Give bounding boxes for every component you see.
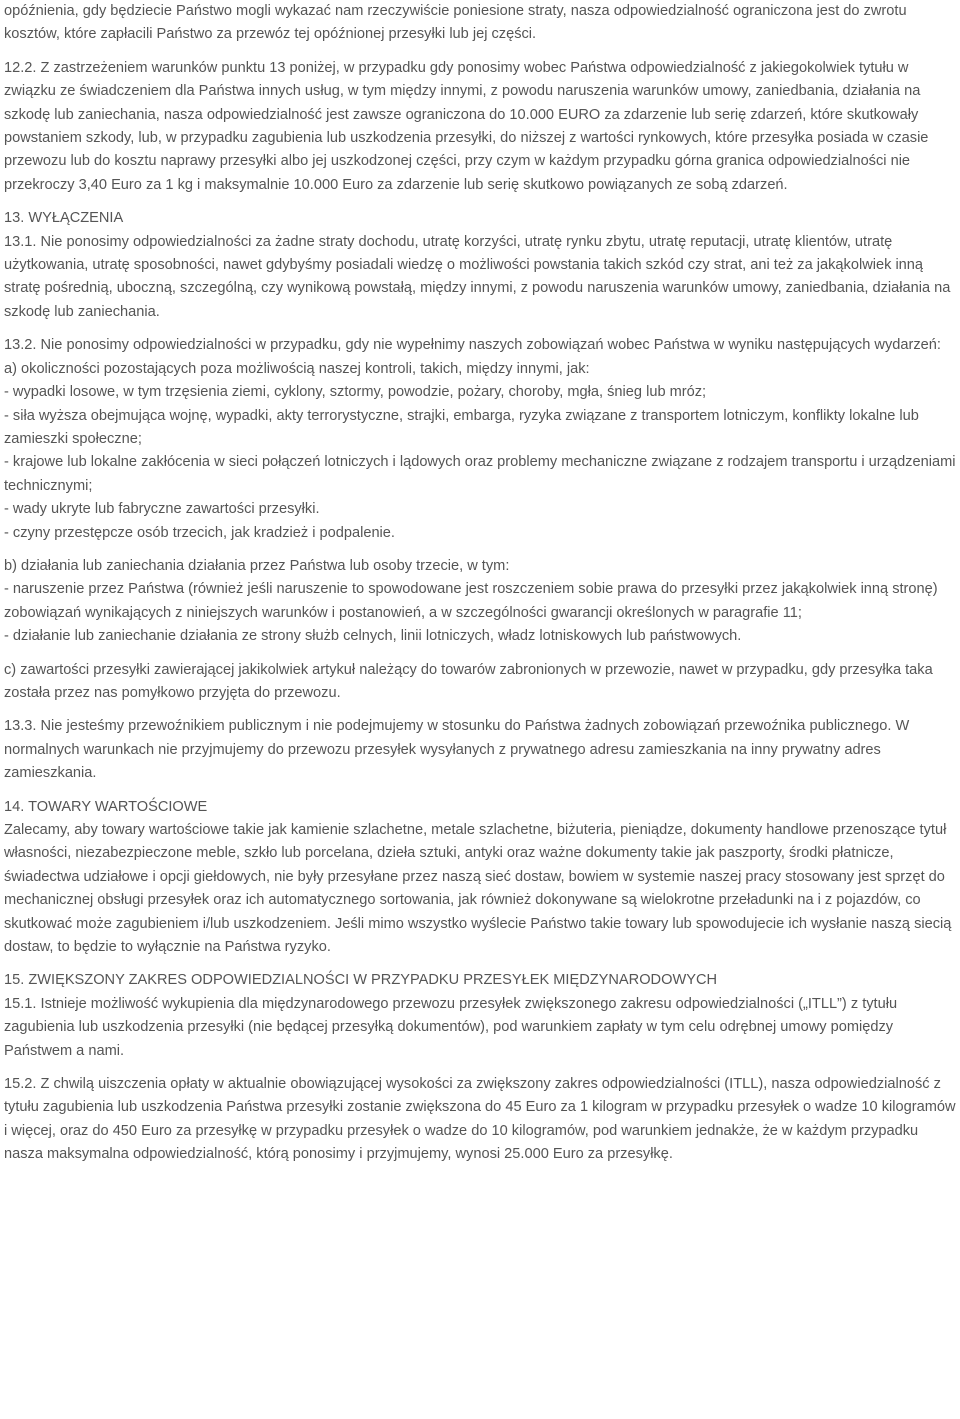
paragraph-13-1: 13.1. Nie ponosimy odpowiedzialności za żadne straty dochodu, utratę korzyści, utratę rynku zbytu, utratę reputacji, utratę klientów, utratę użytkowania, utratę sposobności, nawet gdybyśmy posiadali wiedzę o możliwości powstania takich szkód czy strat, ani też za jakąkolwiek inną stratę pośrednią, uboczną, szczególną, czy wynikową powstałą, między innymi, z powodu naruszenia warunków umowy, zaniedbania, działania na szkodę lub zaniechania. [4, 233, 951, 320]
list-item-13-2-b1: - naruszenie przez Państwa (również jeśli naruszenie to spowodowane jest roszczeniem sobie prawa do przesyłki przez jakąkolwiek inną stronę) zobowiązań wynikających z niniejszych warunków i postanowień, a w szczególności gwarancji określonych w paragrafie 11; [4, 581, 938, 621]
paragraph-13-2-c: c) zawartości przesyłki zawierającej jakikolwiek artykuł należący do towarów zabronionych w przewozie, nawet w przypadku, gdy przesyłka taka została przez nas pomyłkowo przyjęta do przewozu. [4, 661, 933, 701]
section-heading-15: 15. ZWIĘKSZONY ZAKRES ODPOWIEDZIALNOŚCI W PRZYPADKU PRZESYŁEK MIĘDZYNARODOWYCH [4, 972, 718, 989]
paragraph-13-3: 13.3. Nie jesteśmy przewoźnikiem publicznym i nie podejmujemy w stosunku do Państwa żadnych zobowiązań przewoźnika publicznego. W normalnych warunkach nie przyjmujemy do przewozu przesyłek wysyłanych z prywatnego adresu zamieszkania na inny prywatny adres zamieszkania. [4, 718, 910, 782]
paragraph-13-2-b: b) działania lub zaniechania działania przez Państwa lub osoby trzecie, w tym: [4, 557, 510, 574]
paragraph-intro: opóźnienia, gdy będziecie Państwo mogli wykazać nam rzeczywiście poniesione straty, nasza odpowiedzialność ograniczona jest do zwrotu kosztów, które zapłacili Państwo za przewóz tej opóźnionej przesyłki lub jej części. [4, 3, 907, 43]
paragraph-13-2: 13.2. Nie ponosimy odpowiedzialności w przypadku, gdy nie wypełnimy naszych zobowiązań wobec Państwa w wyniku następujących wydarzeń: [4, 337, 941, 354]
section-heading-13: 13. WYŁĄCZENIA [4, 210, 124, 227]
list-item-13-2-a3: - krajowe lub lokalne zakłócenia w sieci połączeń lotniczych i lądowych oraz problemy mechaniczne związane z rodzajem transportu i urządzeniami technicznymi; [4, 454, 956, 494]
list-item-13-2-a2: - siła wyższa obejmująca wojnę, wypadki, akty terrorystyczne, strajki, embarga, ryzyka związane z transportem lotniczym, konflikty lokalne lub zamieszki społeczne; [4, 407, 919, 447]
list-item-13-2-a4: - wady ukryte lub fabryczne zawartości przesyłki. [4, 501, 320, 518]
paragraph-15-2: 15.2. Z chwilą uiszczenia opłaty w aktualnie obowiązującej wysokości za zwiększony zakres odpowiedzialności (ITLL), nasza odpowiedzialność z tytułu zagubienia lub uszkodzenia Państwa przesyłki zostanie zwiększona do 45 Euro za 1 kilogram w przypadku przesyłek o wadze 10 kilogramów i więcej, oraz do 450 Euro za przesyłkę w przypadku przesyłek o wadze do 10 kilogramów, pod warunkiem jednakże, że w każdym przypadku nasza maksymalna odpowiedzialność, którą ponosimy i przyjmujemy, wynosi 25.000 Euro za przesyłkę. [4, 1076, 956, 1163]
list-item-13-2-a5: - czyny przestępcze osób trzecich, jak kradzież i podpalenie. [4, 524, 395, 541]
paragraph-14: Zalecamy, aby towary wartościowe takie jak kamienie szlachetne, metale szlachetne, biżuteria, pieniądze, dokumenty handlowe przenoszące tytuł własności, niezabezpieczone meble, szkło lub porcelana, dzieła sztuki, antyki oraz ważne dokumenty takie jak paszporty, środki płatnicze, świadectwa udziałowe i opcji giełdowych, nie były przesyłane przez naszą sieć dostaw, bowiem w systemie naszej pracy stosowany jest sprzęt do mechanicznej obsługi przesyłek oraz ich automatycznego sortowania, jak również dokonywane są wielokrotne przeładunki na i z pojazdów, co skutkować może zagubieniem i/lub uszkodzeniem. Jeśli mimo wszystko wyślecie Państwo takie towary lub spowodujecie ich wysłanie naszą siecią dostaw, to będzie to wyłącznie na Państwa ryzyko. [4, 822, 952, 956]
section-heading-14: 14. TOWARY WARTOŚCIOWE [4, 798, 208, 815]
paragraph-15-1: 15.1. Istnieje możliwość wykupienia dla międzynarodowego przewozu przesyłek zwiększonego zakresu odpowiedzialności („ITLL”) z tytułu zagubienia lub uszkodzenia przesyłki (nie będącej przesyłką dokumentów), pod warunkiem zapłaty w tym celu odrębnej umowy pomiędzy Państwem a nami. [4, 995, 898, 1059]
paragraph-13-2-a: a) okoliczności pozostających poza możliwością naszej kontroli, takich, między innymi, jak: [4, 360, 590, 377]
list-item-13-2-a1: - wypadki losowe, w tym trzęsienia ziemi, cyklony, sztormy, powodzie, pożary, choroby, mgła, śnieg lub mróz; [4, 384, 707, 401]
paragraph-12-2: 12.2. Z zastrzeżeniem warunków punktu 13 poniżej, w przypadku gdy ponosimy wobec Państwa odpowiedzialność z jakiegokolwiek tytułu w związku ze świadczeniem dla Państwa innych usług, w tym między innymi, z powodu naruszenia warunków umowy, zaniedbania, działania na szkodę lub zaniechania, nasza odpowiedzialność jest zawsze ograniczona do 10.000 EURO za zdarzenie lub serię zdarzeń, które skutkowały powstaniem szkody, lub, w przypadku zagubienia lub uszkodzenia przesyłki, do niższej z wartości rynkowych, które przesyłka posiada w czasie przewozu lub do kosztu naprawy przesyłki albo jej uszkodzonej części, przy czym w każdym przypadku górna granica odpowiedzialności nie przekroczy 3,40 Euro za 1 kg i maksymalnie 10.000 Euro za zdarzenie lub serię skutkowo powiązanych ze sobą zdarzeń. [4, 59, 929, 193]
list-item-13-2-b2: - działanie lub zaniechanie działania ze strony służb celnych, linii lotniczych, władz lotniskowych lub państwowych. [4, 628, 742, 645]
